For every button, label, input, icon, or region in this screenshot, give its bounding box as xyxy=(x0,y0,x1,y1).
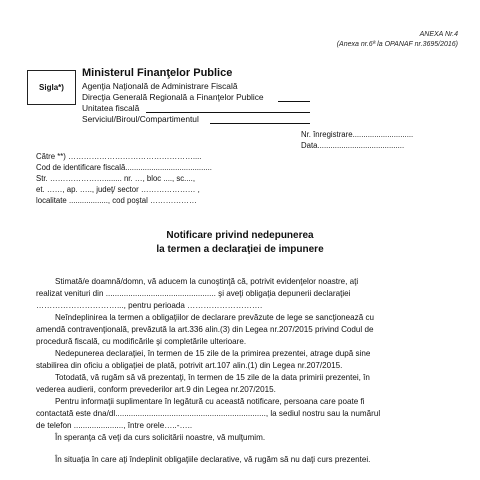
service-label: Serviciul/Biroul/Compartimentul xyxy=(82,114,199,124)
registration-date: Data........................................ xyxy=(301,141,405,150)
directorate-name: Direcţia Generală Regională a Finanţelor Publice xyxy=(82,92,264,102)
ministry-name: Ministerul Finanţelor Publice xyxy=(82,67,233,79)
fiscal-unit-label: Unitatea fiscală xyxy=(82,103,140,113)
agency-name: Agenţia Naţională de Administrare Fiscală xyxy=(82,81,238,91)
document-title-line1: Notificare privind nedepunerea xyxy=(166,230,314,241)
recipient-to: Către **) ………………………………………….... xyxy=(36,152,202,161)
paragraph-2-line-3: procedură fiscală, cu modificările şi completările ulterioare. xyxy=(36,337,247,346)
recipient-locality: localitate .................., cod poştal ……………… xyxy=(36,196,197,205)
paragraph-6: În speranţa că veţi da curs solicitării noastre, vă mulţumim. xyxy=(55,433,266,442)
logo-placeholder-label: Sigla*) xyxy=(39,83,64,92)
registration-number: Nr. înregistrare............................ xyxy=(301,130,414,139)
paragraph-5-line-1: Pentru informaţii suplimentare în legătură cu această notificare, persoana care poate fi xyxy=(55,397,365,406)
paragraph-2-line-1: Neîndeplinirea la termen a obligaţiilor de declarare prevăzute de lege se sancţionează cu xyxy=(55,313,374,322)
paragraph-2-line-2: amendă contravenţională, prevăzută la art.336 alin.(3) din Legea nr.207/2015 privind Codul de xyxy=(36,325,374,334)
annex-number: ANEXA Nr.4 xyxy=(419,31,458,38)
paragraph-5-line-2: contactată este dna/dl..................................................................., la sediul nostru sau la numărul xyxy=(36,409,381,418)
paragraph-3-line-2: stabilirea din oficiu a obligaţiei de plată, potrivit art.107 alin.(1) din Legea nr.207/2015. xyxy=(36,361,343,370)
paragraph-5-line-3: de telefon ......................, între orele…..-….. xyxy=(36,421,193,430)
recipient-fiscal-code: Cod de identificare fiscală........................................ xyxy=(36,163,212,172)
paragraph-1-line-2: realizat venituri din ................................................. şi aveţi obligaţia depunerii declaraţiei xyxy=(36,289,351,298)
paragraph-4-line-2: vederea audierii, conform prevederilor art.9 din Legea nr.207/2015. xyxy=(36,385,276,394)
logo-placeholder xyxy=(27,70,76,105)
recipient-street: Str. …………………........ nr. …, bloc ...., sc...., xyxy=(36,174,195,183)
paragraph-1-line-3: …………………………..., pentru perioada ………………………. xyxy=(36,301,263,310)
paragraph-3-line-1: Nedepunerea declaraţiei, în termen de 15 zile de la primirea prezentei, atrage după sine xyxy=(55,349,371,358)
directorate-underline xyxy=(278,101,310,102)
document-title-line2: la termen a declaraţiei de impunere xyxy=(156,244,324,255)
recipient-apartment: et. ……, ap. ….., judeţ/ sector ………………… , xyxy=(36,185,200,194)
paragraph-1-line-1: Stimată/e doamnă/domn, vă aducem la cunoştinţă că, potrivit evidenţelor noastre, aţi xyxy=(55,277,359,286)
paragraph-7: În situaţia în care aţi îndeplinit obligaţiile declarative, vă rugăm să nu daţi curs prezentei. xyxy=(55,455,371,464)
paragraph-4-line-1: Totodată, vă rugăm să vă prezentaţi, în termen de 15 zile de la data primirii prezentei, în xyxy=(55,373,370,382)
annex-reference: (Anexa nr.6ª la OPANAF nr.3695/2016) xyxy=(336,41,458,48)
service-underline xyxy=(210,123,310,124)
fiscal-unit-underline xyxy=(146,112,310,113)
